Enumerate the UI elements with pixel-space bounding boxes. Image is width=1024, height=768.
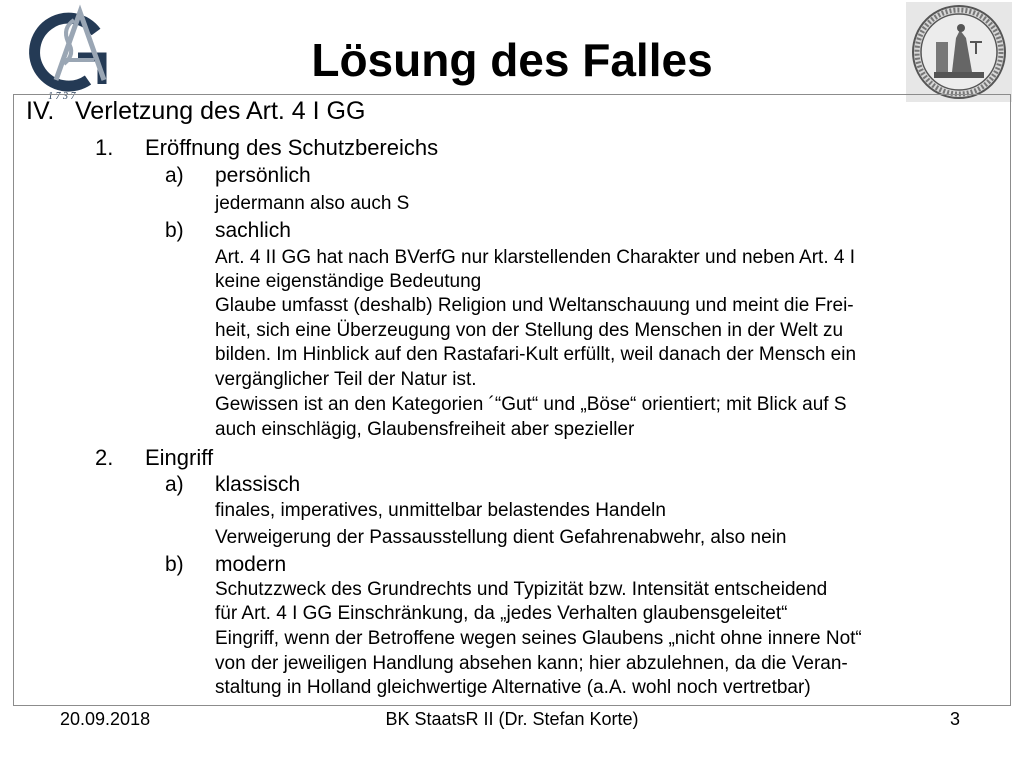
slide-title: Lösung des Falles — [311, 34, 713, 86]
body-text: Art. 4 II GG hat nach BVerfG nur klarstellenden Charakter und neben Art. 4 I — [215, 247, 856, 268]
body-text: Verweigerung der Passausstellung dient Gefahrenabwehr, also nein — [215, 527, 787, 548]
outline-marker: 1. — [95, 135, 114, 160]
body-text: für Art. 4 I GG Einschränkung, da „jedes Verhalten glaubensgeleitet“ — [215, 603, 788, 624]
body-text: bilden. Im Hinblick auf den Rastafari-Kult erfüllt, weil danach der Mensch ein — [215, 344, 857, 365]
point-heading: klassisch — [215, 473, 301, 496]
body-text: Eingriff, wenn der Betroffene wegen seines Glaubens „nicht ohne innere Not“ — [215, 628, 862, 649]
point-heading: modern — [215, 553, 287, 576]
outline-marker: a) — [165, 473, 184, 496]
body-text: Gewissen ist an den Kategorien ´“Gut“ und „Böse“ orientiert; mit Blick auf S — [215, 394, 847, 415]
outline-marker: b) — [165, 553, 184, 576]
body-text: staltung in Holland gleichwertige Alternative (a.A. wohl noch vertretbar) — [215, 677, 811, 698]
outline-marker: IV. — [26, 97, 55, 125]
body-text: Schutzzweck des Grundrechts und Typizität bzw. Intensität entscheidend — [215, 579, 828, 600]
footer-date: 20.09.2018 — [60, 709, 151, 729]
footer-course: BK StaatsR II (Dr. Stefan Korte) — [385, 709, 639, 729]
body-text: keine eigenständige Bedeutung — [215, 271, 482, 292]
body-text: von der jeweiligen Handlung absehen kann; hier abzulehnen, da die Veran- — [215, 653, 848, 674]
body-text: finales, imperatives, unmittelbar belastendes Handeln — [215, 500, 666, 521]
body-text: jedermann also auch S — [215, 193, 410, 214]
body-text: auch einschlägig, Glaubensfreiheit aber spezieller — [215, 419, 635, 440]
subsection-heading: Eingriff — [145, 445, 214, 470]
outline-marker: a) — [165, 164, 184, 187]
body-text: heit, sich eine Überzeugung von der Stellung des Menschen in der Welt zu — [215, 320, 844, 341]
footer-page-number: 3 — [950, 709, 961, 729]
svg-text:1 7 3 7: 1 7 3 7 — [48, 91, 76, 102]
point-heading: sachlich — [215, 219, 291, 242]
body-text: vergänglicher Teil der Natur ist. — [215, 369, 477, 390]
body-text: Glaube umfasst (deshalb) Religion und Weltanschauung und meint die Frei- — [215, 295, 854, 316]
point-heading: persönlich — [215, 164, 311, 187]
outline-marker: b) — [165, 219, 184, 242]
section-heading: Verletzung des Art. 4 I GG — [75, 97, 366, 125]
outline-marker: 2. — [95, 445, 114, 470]
subsection-heading: Eröffnung des Schutzbereichs — [145, 135, 439, 160]
